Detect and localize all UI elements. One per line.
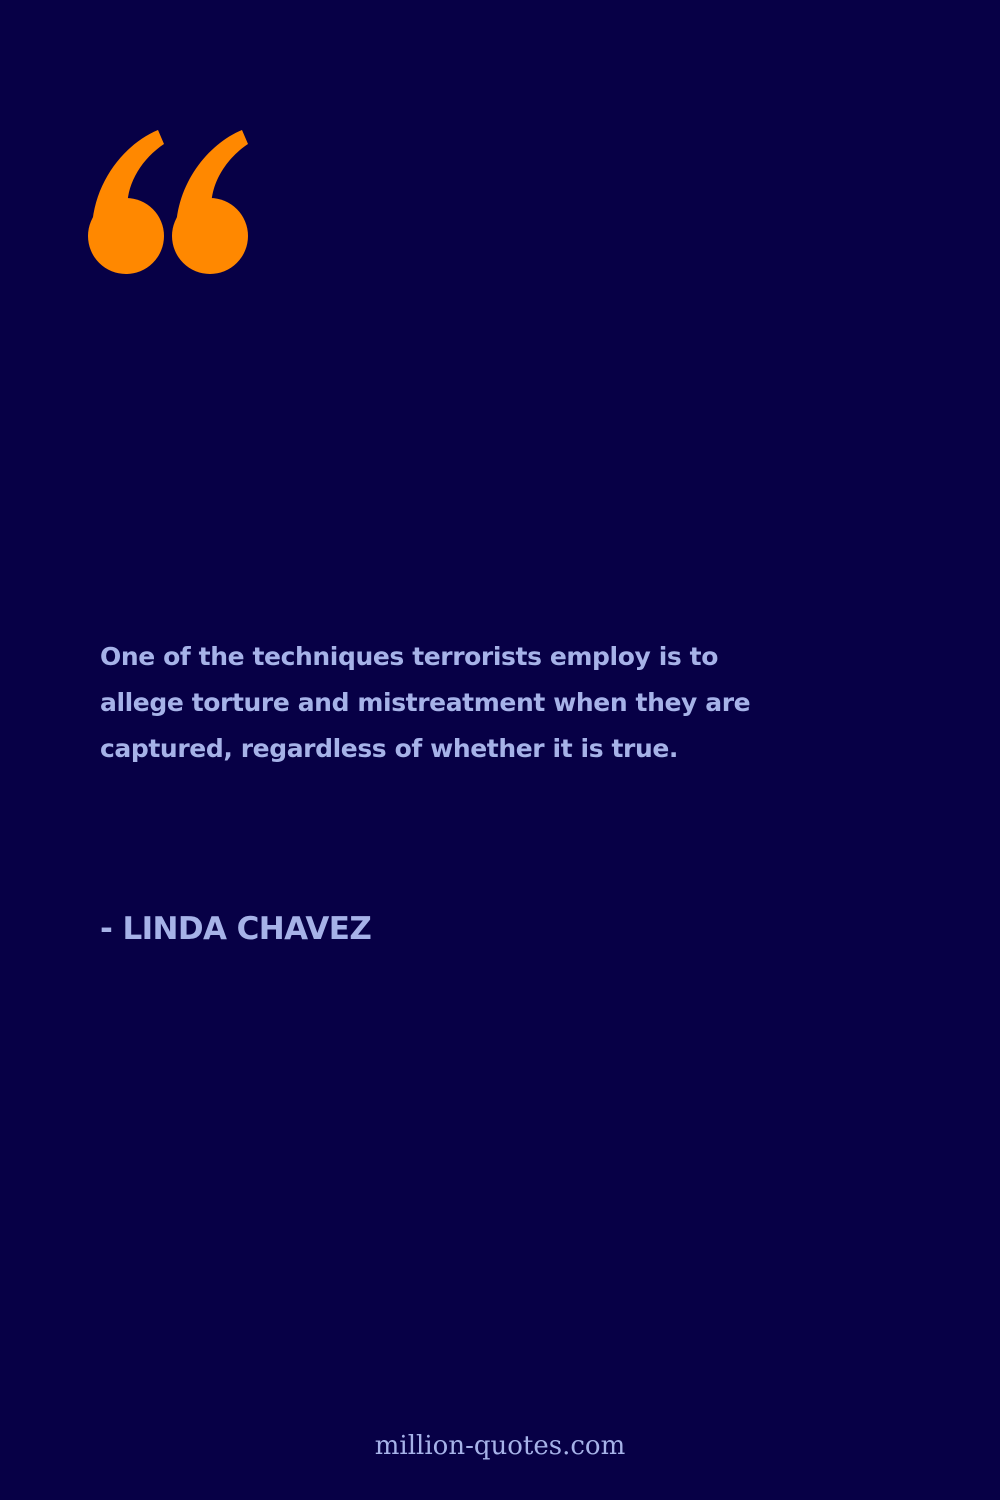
quote-text: One of the techniques terrorists employ is to allege torture and mistreatment when they are captured, regardless of whether it is true. <box>100 642 751 763</box>
site-watermark: million-quotes.com <box>374 1431 626 1461</box>
quote-author: - LINDA CHAVEZ <box>100 911 372 947</box>
opening-quotation-mark-icon <box>84 124 256 276</box>
